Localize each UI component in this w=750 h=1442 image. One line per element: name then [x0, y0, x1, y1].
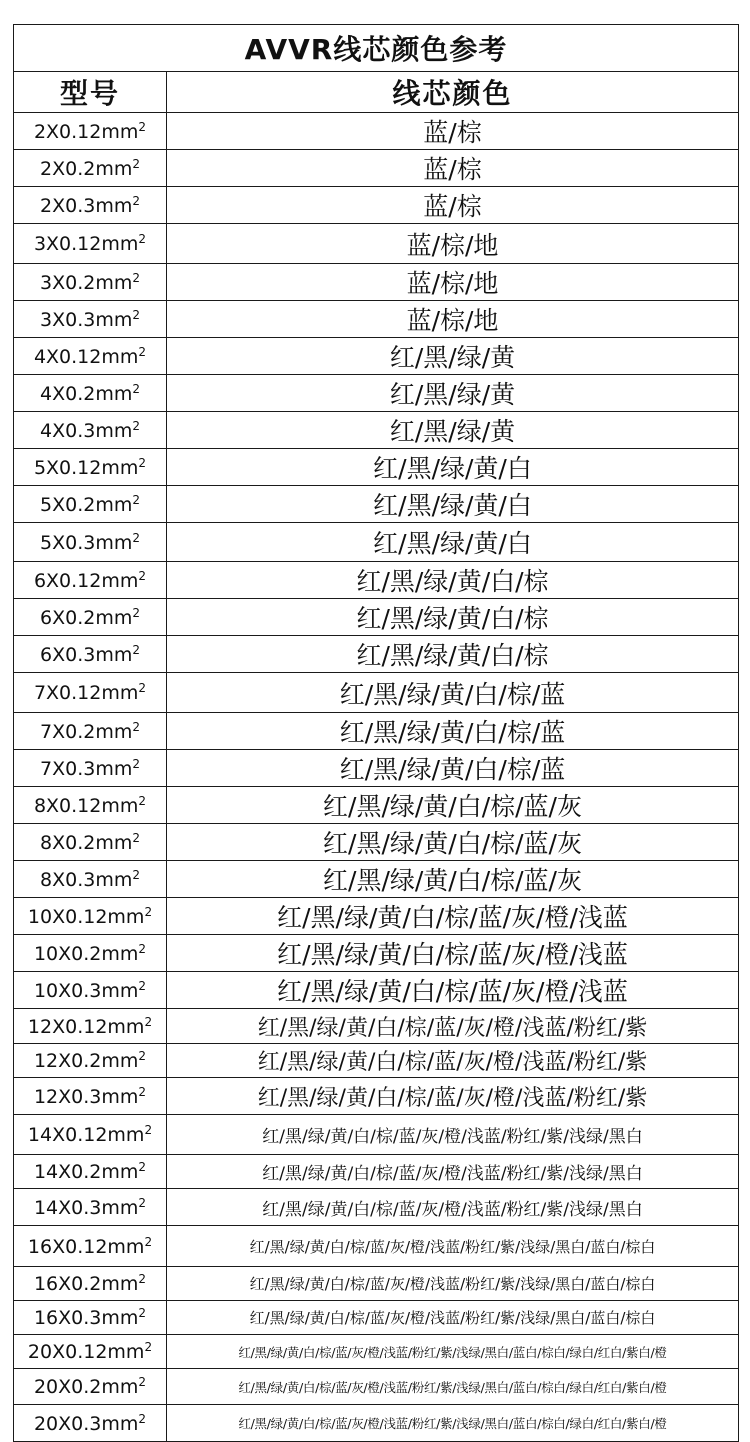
cable-model [14, 1189, 167, 1226]
cable-model-unit-power: 2 [132, 270, 140, 285]
table-row [14, 1335, 739, 1369]
table-row [14, 972, 739, 1009]
cable-model-size: 2X0.2 [40, 157, 96, 180]
cable-model-unit: mm [95, 868, 133, 891]
cable-model-size: 8X0.12 [33, 794, 102, 817]
header-model: 型号 [14, 72, 167, 113]
table-row [14, 375, 739, 412]
cable-model-unit-power: 2 [144, 1014, 153, 1029]
cable-model-unit: mm [95, 157, 133, 180]
cable-model [14, 375, 167, 412]
cable-model-unit: mm [101, 1196, 139, 1219]
cable-model-unit: mm [101, 682, 139, 704]
core-colors: 蓝/棕 [167, 187, 739, 224]
table-row [14, 1267, 739, 1301]
table-row [14, 1301, 739, 1335]
cable-model-unit: mm [95, 831, 133, 854]
core-colors: 红/黑/绿/黄/白/棕/蓝/灰/橙/浅蓝/粉红/紫/浅绿/黑白/蓝白/棕白 [167, 1267, 739, 1301]
cable-model-size: 7X0.3 [40, 757, 96, 780]
cable-model [14, 972, 167, 1009]
cable-model-unit-power: 2 [138, 1411, 147, 1426]
cable-model-unit-power: 2 [138, 1195, 147, 1210]
cable-model-unit: mm [95, 419, 133, 442]
cable-model-size: 5X0.2 [40, 493, 96, 516]
cable-model-size: 5X0.3 [40, 531, 96, 554]
cable-model-unit: mm [95, 531, 133, 554]
core-colors: 红/黑/绿/黄/白/棕/蓝/灰/橙/浅蓝/粉红/紫 [167, 1078, 739, 1115]
cable-model [14, 1226, 167, 1267]
core-colors: 红/黑/绿/黄 [167, 375, 739, 412]
cable-model-size: 3X0.3 [40, 308, 96, 331]
table-row [14, 1115, 739, 1155]
cable-model-unit: mm [95, 606, 133, 629]
cable-model-unit: mm [101, 942, 139, 965]
cable-model [14, 150, 167, 187]
cable-model-size: 2X0.12 [33, 120, 102, 143]
cable-model-size: 7X0.12 [33, 682, 102, 704]
core-colors: 蓝/棕/地 [167, 301, 739, 338]
core-colors: 红/黑/绿/黄/白/棕/蓝/灰/橙/浅蓝/粉红/紫 [167, 1044, 739, 1078]
cable-model [14, 562, 167, 599]
table-row [14, 787, 739, 824]
cable-model-unit: mm [101, 1085, 139, 1108]
cable-model-size: 3X0.12 [33, 233, 102, 255]
cable-model-size: 4X0.12 [33, 345, 102, 368]
table-row [14, 1369, 739, 1405]
cable-model-unit-power: 2 [132, 830, 140, 845]
cable-model-unit-power: 2 [138, 1160, 147, 1174]
cable-model [14, 187, 167, 224]
cable-model-size: 8X0.3 [40, 868, 96, 891]
cable-model [14, 1155, 167, 1189]
table-row [14, 1226, 739, 1267]
cable-model-unit-power: 2 [138, 119, 147, 134]
cable-model [14, 449, 167, 486]
cable-model-unit: mm [107, 1235, 145, 1258]
cable-model-unit-power: 2 [144, 1123, 153, 1137]
cable-model-unit: mm [101, 1376, 139, 1398]
table-row [14, 599, 739, 636]
color-reference-table-wrapper [13, 24, 738, 1442]
cable-model [14, 713, 167, 750]
cable-model [14, 935, 167, 972]
table-row [14, 224, 739, 264]
cable-model-size: 4X0.3 [40, 419, 96, 442]
cable-model-unit-power: 2 [132, 530, 140, 545]
core-colors: 红/黑/绿/黄/白 [167, 486, 739, 523]
table-row [14, 713, 739, 750]
cable-model-unit-power: 2 [132, 156, 140, 171]
core-colors: 蓝/棕 [167, 113, 739, 150]
core-colors: 红/黑/绿/黄/白 [167, 523, 739, 562]
cable-model-unit-power: 2 [138, 1306, 147, 1320]
cable-model-unit: mm [101, 1161, 139, 1183]
cable-model-unit: mm [95, 720, 133, 743]
cable-model-size: 12X0.2 [33, 1050, 102, 1072]
cable-model-unit-power: 2 [132, 492, 140, 507]
cable-model-size: 3X0.2 [40, 271, 96, 294]
core-colors: 红/黑/绿/黄/白/棕/蓝/灰/橙/浅蓝/粉红/紫/浅绿/黑白/蓝白/棕白 [167, 1301, 739, 1335]
core-colors: 红/黑/绿/黄/白/棕/蓝 [167, 673, 739, 713]
core-colors: 红/黑/绿/黄/白/棕/蓝/灰 [167, 861, 739, 898]
table-row [14, 1405, 739, 1442]
table-row [14, 935, 739, 972]
cable-model-unit: mm [95, 757, 133, 780]
cable-model-unit-power: 2 [138, 344, 147, 359]
cable-model-unit-power: 2 [144, 904, 153, 919]
cable-model-unit: mm [101, 979, 139, 1002]
table-row [14, 1009, 739, 1044]
header-row [14, 72, 739, 113]
table-row [14, 1044, 739, 1078]
core-colors: 红/黑/绿/黄/白/棕/蓝/灰/橙/浅蓝/粉红/紫/浅绿/黑白 [167, 1189, 739, 1226]
core-colors: 红/黑/绿/黄/白/棕/蓝/灰 [167, 824, 739, 861]
cable-model [14, 412, 167, 449]
cable-model-size: 20X0.2 [33, 1376, 102, 1398]
cable-model [14, 301, 167, 338]
core-colors: 红/黑/绿/黄/白/棕/蓝/灰/橙/浅蓝/粉红/紫 [167, 1009, 739, 1044]
cable-model-size: 14X0.2 [33, 1161, 102, 1183]
cable-model-unit: mm [95, 493, 133, 516]
table-row [14, 673, 739, 713]
core-colors: 红/黑/绿/黄/白/棕/蓝/灰/橙/浅蓝 [167, 972, 739, 1009]
cable-model-size: 12X0.12 [27, 1015, 108, 1038]
cable-model-unit: mm [101, 345, 139, 368]
cable-model-size: 10X0.12 [27, 905, 108, 928]
cable-model-size: 16X0.3 [33, 1307, 102, 1329]
cable-model [14, 1115, 167, 1155]
cable-model [14, 486, 167, 523]
cable-model [14, 1369, 167, 1405]
core-colors: 红/黑/绿/黄/白/棕 [167, 599, 739, 636]
cable-model [14, 1301, 167, 1335]
core-colors: 红/黑/绿/黄/白/棕/蓝/灰 [167, 787, 739, 824]
cable-model-size: 2X0.3 [40, 194, 96, 217]
cable-model-size: 8X0.2 [40, 831, 96, 854]
core-colors: 红/黑/绿/黄/白/棕/蓝/灰/橙/浅蓝/粉红/紫/浅绿/黑白 [167, 1155, 739, 1189]
cable-model [14, 1009, 167, 1044]
cable-model [14, 673, 167, 713]
cable-model-unit: mm [101, 1307, 139, 1329]
cable-model-unit-power: 2 [138, 1272, 147, 1286]
cable-model-unit-power: 2 [138, 941, 147, 956]
cable-model [14, 523, 167, 562]
core-colors: 红/黑/绿/黄/白/棕/蓝/灰/橙/浅蓝/粉红/紫/浅绿/黑白/蓝白/棕白/绿白/红白/紫白/橙 [167, 1405, 739, 1442]
cable-model-unit-power: 2 [138, 232, 147, 246]
cable-model-size: 20X0.12 [27, 1341, 108, 1363]
cable-model-unit: mm [107, 1341, 145, 1363]
table-title: AVVR线芯颜色参考 [14, 25, 739, 72]
cable-model [14, 264, 167, 301]
cable-model-unit: mm [107, 1124, 145, 1146]
table-row [14, 1078, 739, 1115]
table-row [14, 264, 739, 301]
cable-model-unit-power: 2 [132, 867, 140, 882]
cable-model-size: 5X0.12 [33, 456, 102, 479]
cable-model-unit: mm [101, 1273, 139, 1295]
cable-model-unit-power: 2 [138, 978, 147, 993]
cable-model [14, 1267, 167, 1301]
cable-model-size: 14X0.3 [33, 1196, 102, 1219]
cable-model-size: 20X0.3 [33, 1412, 102, 1435]
cable-model-size: 7X0.2 [40, 720, 96, 743]
cable-model-unit-power: 2 [132, 193, 140, 208]
cable-model-unit-power: 2 [132, 605, 140, 620]
cable-model-unit: mm [101, 569, 139, 592]
cable-model-unit-power: 2 [138, 793, 147, 808]
core-colors: 红/黑/绿/黄/白/棕/蓝 [167, 713, 739, 750]
cable-model-unit-power: 2 [138, 1084, 147, 1099]
core-colors: 蓝/棕/地 [167, 264, 739, 301]
cable-model-unit: mm [101, 1412, 139, 1435]
cable-model-size: 6X0.2 [40, 606, 96, 629]
core-colors: 红/黑/绿/黄/白/棕/蓝/灰/橙/浅蓝/粉红/紫/浅绿/黑白/蓝白/棕白/绿白/红白/紫白/橙 [167, 1369, 739, 1405]
table-row [14, 486, 739, 523]
cable-model-unit: mm [95, 382, 133, 405]
table-row [14, 301, 739, 338]
table-row [14, 338, 739, 375]
cable-model-unit-power: 2 [132, 642, 140, 657]
table-row [14, 824, 739, 861]
cable-model-unit-power: 2 [132, 756, 140, 771]
table-row [14, 636, 739, 673]
cable-model-unit-power: 2 [144, 1234, 153, 1249]
cable-model-unit-power: 2 [138, 455, 147, 470]
cable-model [14, 1078, 167, 1115]
cable-model [14, 224, 167, 264]
table-row [14, 523, 739, 562]
cable-model-unit: mm [95, 271, 133, 294]
table-row [14, 113, 739, 150]
cable-model-unit-power: 2 [138, 1375, 147, 1389]
cable-model-size: 12X0.3 [33, 1085, 102, 1108]
cable-model-unit: mm [101, 233, 139, 255]
table-row [14, 1155, 739, 1189]
cable-model-unit: mm [95, 194, 133, 217]
header-colors: 线芯颜色 [167, 72, 739, 113]
title-row [14, 25, 739, 72]
cable-model [14, 1335, 167, 1369]
core-colors: 蓝/棕 [167, 150, 739, 187]
cable-model-unit: mm [107, 905, 145, 928]
cable-model-unit: mm [95, 308, 133, 331]
table-row [14, 750, 739, 787]
cable-model-unit-power: 2 [132, 418, 140, 433]
cable-model-size: 6X0.12 [33, 569, 102, 592]
cable-model-unit: mm [101, 120, 139, 143]
cable-model [14, 787, 167, 824]
cable-model-unit-power: 2 [144, 1340, 153, 1354]
table-row [14, 1189, 739, 1226]
cable-model [14, 1044, 167, 1078]
cable-model-unit-power: 2 [132, 719, 140, 734]
table-row [14, 150, 739, 187]
cable-model-size: 10X0.2 [33, 942, 102, 965]
core-colors: 红/黑/绿/黄 [167, 338, 739, 375]
core-colors: 蓝/棕/地 [167, 224, 739, 264]
cable-model-unit: mm [95, 643, 133, 666]
cable-model-size: 16X0.2 [33, 1273, 102, 1295]
cable-model-size: 16X0.12 [27, 1235, 108, 1258]
cable-model [14, 824, 167, 861]
core-colors: 红/黑/绿/黄/白/棕/蓝 [167, 750, 739, 787]
cable-model-unit: mm [107, 1015, 145, 1038]
cable-model [14, 338, 167, 375]
table-row [14, 187, 739, 224]
core-colors: 红/黑/绿/黄/白/棕 [167, 562, 739, 599]
cable-model-unit-power: 2 [138, 681, 147, 695]
cable-model-unit-power: 2 [138, 1049, 147, 1063]
table-row [14, 412, 739, 449]
table-row [14, 449, 739, 486]
core-colors: 红/黑/绿/黄 [167, 412, 739, 449]
core-colors: 红/黑/绿/黄/白/棕/蓝/灰/橙/浅蓝/粉红/紫/浅绿/黑白/蓝白/棕白/绿白/红白/紫白/橙 [167, 1335, 739, 1369]
cable-model-unit: mm [101, 1050, 139, 1072]
cable-model-unit-power: 2 [138, 568, 147, 583]
core-colors: 红/黑/绿/黄/白/棕 [167, 636, 739, 673]
cable-model-unit: mm [101, 456, 139, 479]
table-row [14, 562, 739, 599]
cable-model-size: 4X0.2 [40, 382, 96, 405]
cable-model-unit-power: 2 [132, 307, 140, 322]
core-colors: 红/黑/绿/黄/白/棕/蓝/灰/橙/浅蓝 [167, 935, 739, 972]
core-colors: 红/黑/绿/黄/白/棕/蓝/灰/橙/浅蓝/粉红/紫/浅绿/黑白 [167, 1115, 739, 1155]
cable-model-size: 6X0.3 [40, 643, 96, 666]
cable-model-unit-power: 2 [132, 381, 140, 396]
cable-model [14, 1405, 167, 1442]
table-row [14, 861, 739, 898]
core-colors: 红/黑/绿/黄/白 [167, 449, 739, 486]
cable-model [14, 898, 167, 935]
core-colors: 红/黑/绿/黄/白/棕/蓝/灰/橙/浅蓝/粉红/紫/浅绿/黑白/蓝白/棕白 [167, 1226, 739, 1267]
cable-model [14, 113, 167, 150]
cable-model [14, 599, 167, 636]
cable-model [14, 750, 167, 787]
core-colors: 红/黑/绿/黄/白/棕/蓝/灰/橙/浅蓝 [167, 898, 739, 935]
cable-model-unit: mm [101, 794, 139, 817]
color-reference-table [13, 24, 739, 1442]
table-row [14, 898, 739, 935]
cable-model-size: 14X0.12 [27, 1124, 108, 1146]
cable-model-size: 10X0.3 [33, 979, 102, 1002]
cable-model [14, 636, 167, 673]
cable-model [14, 861, 167, 898]
